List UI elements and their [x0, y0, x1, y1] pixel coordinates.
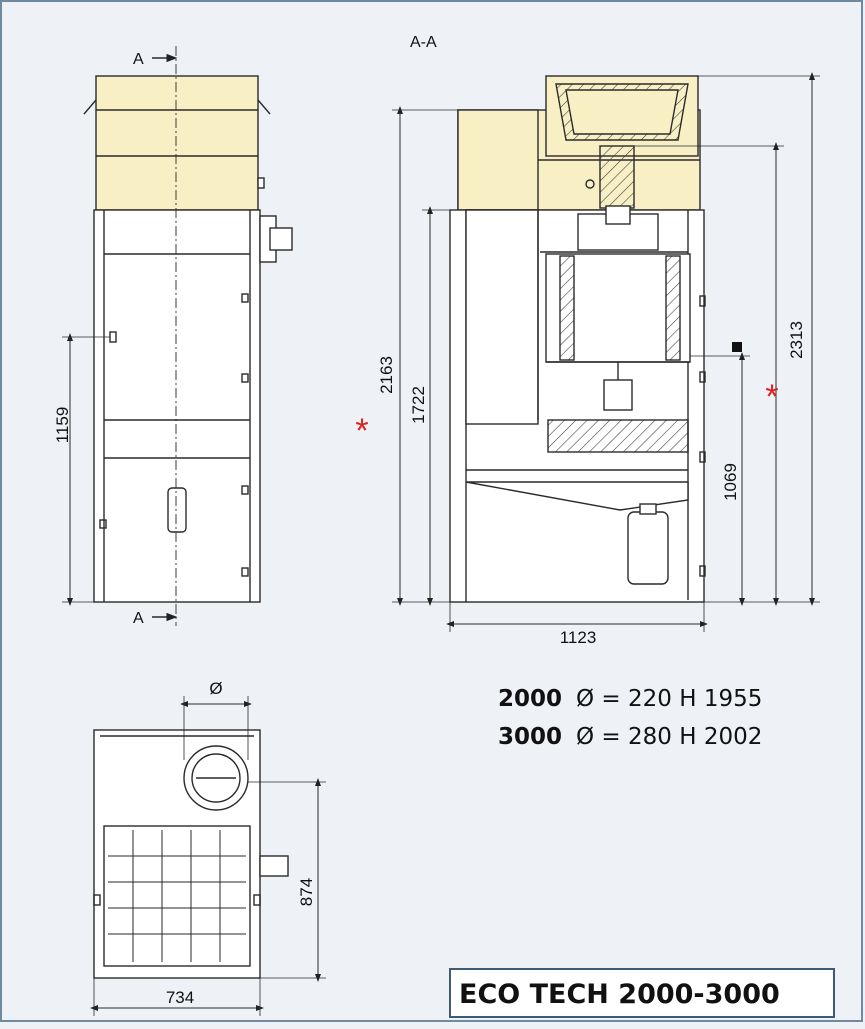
dim-1159: 1159	[53, 406, 72, 444]
product-title: ECO TECH 2000-3000	[459, 979, 780, 1010]
dim-874: 874	[297, 877, 316, 907]
section-mark-a-bottom: A	[133, 610, 144, 627]
dim-diameter: Ø	[209, 679, 223, 698]
spec-text-2000: Ø = 220 H 1955	[576, 686, 763, 712]
dim-2313: 2313	[787, 321, 806, 359]
title-box	[449, 968, 835, 1018]
section-view	[392, 76, 820, 632]
spec-model-3000: 3000	[498, 724, 563, 750]
asterisk-marker-left: *	[355, 412, 369, 450]
section-mark-a-top: A	[133, 51, 144, 68]
dim-1722: 1722	[409, 386, 428, 424]
front-view	[62, 46, 292, 626]
dim-734: 734	[165, 988, 195, 1007]
dim-2163: 2163	[377, 356, 396, 394]
dim-1069: 1069	[721, 463, 740, 501]
spec-line-2000	[498, 686, 762, 712]
spec-model-2000: 2000	[498, 686, 563, 712]
front-cabinet	[94, 210, 260, 602]
asterisk-marker-right: *	[765, 378, 779, 416]
spec-line-3000	[498, 724, 762, 750]
dim-1123: 1123	[559, 628, 597, 647]
spec-text-3000: Ø = 280 H 2002	[576, 724, 763, 750]
front-filter-housing	[96, 76, 258, 210]
section-title: A-A	[410, 34, 437, 51]
top-view	[94, 696, 326, 1016]
